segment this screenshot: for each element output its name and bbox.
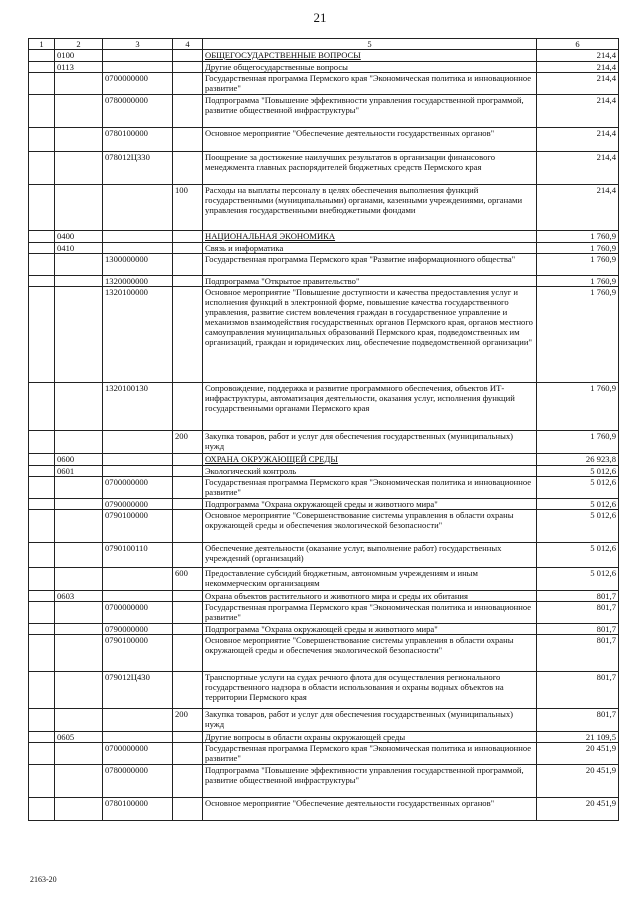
- amount: 214,4: [537, 73, 619, 95]
- expense-type-code: [173, 798, 203, 821]
- expense-type-code: [173, 243, 203, 254]
- amount: 1 760,9: [537, 287, 619, 383]
- item-name: Подпрограмма "Повышение эффективности управления государственной программой, развитие общественной инфраструктуры": [203, 95, 537, 128]
- item-name: Государственная программа Пермского края "Развитие информационного общества": [203, 254, 537, 276]
- amount: 214,4: [537, 50, 619, 62]
- amount: 214,4: [537, 62, 619, 73]
- table-row: [29, 231, 619, 243]
- table-row: [29, 624, 619, 635]
- section-code: [55, 254, 103, 276]
- row-col-1: [29, 568, 55, 591]
- expense-type-code: [173, 383, 203, 431]
- amount: 1 760,9: [537, 243, 619, 254]
- amount: 5 012,6: [537, 543, 619, 568]
- table-row: [29, 128, 619, 152]
- row-col-1: [29, 499, 55, 510]
- section-code: [55, 709, 103, 732]
- target-article-code: [103, 709, 173, 732]
- section-code: [55, 510, 103, 543]
- section-code: [55, 765, 103, 798]
- table-row: [29, 477, 619, 499]
- target-article-code: 0700000000: [103, 477, 173, 499]
- target-article-code: [103, 568, 173, 591]
- target-article-code: 0790000000: [103, 499, 173, 510]
- expense-type-code: [173, 128, 203, 152]
- item-name: Государственная программа Пермского края "Экономическая политика и инновационное развитие": [203, 477, 537, 499]
- target-article-code: [103, 243, 173, 254]
- expense-type-code: [173, 510, 203, 543]
- header-col-2: 2: [55, 39, 103, 50]
- item-name: Другие общегосударственные вопросы: [203, 62, 537, 73]
- amount: 5 012,6: [537, 510, 619, 543]
- target-article-code: [103, 454, 173, 466]
- amount: 5 012,6: [537, 499, 619, 510]
- row-col-1: [29, 152, 55, 185]
- amount: 801,7: [537, 591, 619, 602]
- target-article-code: 0790100000: [103, 510, 173, 543]
- row-col-1: [29, 477, 55, 499]
- target-article-code: [103, 50, 173, 62]
- row-col-1: [29, 624, 55, 635]
- table-row: [29, 95, 619, 128]
- section-code: [55, 743, 103, 765]
- table-row: [29, 602, 619, 624]
- target-article-code: [103, 591, 173, 602]
- section-code: [55, 477, 103, 499]
- item-name: Сопровождение, поддержка и развитие программного обеспечения, объектов ИТ-инфраструктуры, автоматизация деятельности, оказания услуг, исполнения функций государственными органами Пермского края: [203, 383, 537, 431]
- expense-type-code: 200: [173, 431, 203, 454]
- table-row: [29, 254, 619, 276]
- target-article-code: 0780100000: [103, 798, 173, 821]
- amount: 801,7: [537, 635, 619, 672]
- header-col-4: 4: [173, 39, 203, 50]
- amount: 801,7: [537, 672, 619, 709]
- table-header-row: [29, 39, 619, 50]
- section-code: [55, 152, 103, 185]
- table-row: [29, 510, 619, 543]
- expense-type-code: [173, 624, 203, 635]
- amount: 801,7: [537, 624, 619, 635]
- expense-type-code: [173, 635, 203, 672]
- target-article-code: 0790100110: [103, 543, 173, 568]
- expense-type-code: [173, 152, 203, 185]
- section-code: [55, 568, 103, 591]
- expense-type-code: [173, 743, 203, 765]
- table-row: [29, 62, 619, 73]
- item-name: Охрана объектов растительного и животного мира и среды их обитания: [203, 591, 537, 602]
- section-code: 0113: [55, 62, 103, 73]
- target-article-code: [103, 732, 173, 743]
- expense-type-code: 200: [173, 709, 203, 732]
- section-code: [55, 602, 103, 624]
- row-col-1: [29, 254, 55, 276]
- expense-type-code: [173, 73, 203, 95]
- row-col-1: [29, 231, 55, 243]
- amount: 801,7: [537, 602, 619, 624]
- table-row: [29, 287, 619, 383]
- table-row: [29, 383, 619, 431]
- target-article-code: 1320000000: [103, 276, 173, 287]
- amount: 1 760,9: [537, 254, 619, 276]
- table-row: [29, 765, 619, 798]
- row-col-1: [29, 635, 55, 672]
- expense-type-code: [173, 765, 203, 798]
- row-col-1: [29, 543, 55, 568]
- footer-code: 2163-20: [30, 875, 57, 884]
- item-name: Основное мероприятие "Повышение доступности и качества предоставления услуг и исполнения функций в электронной форме, повышение качества государственного управления, развитие систем вовлечения граждан в государственное управление и механизмов взаимодействия государственных органов Пермского края, органов местного самоуправления муниципальных образований Пермского края, подведомственных им организаций, граждан и юридических лиц, обеспечение подведомственной организации": [203, 287, 537, 383]
- table-row: [29, 798, 619, 821]
- row-col-1: [29, 287, 55, 383]
- item-name: Экологический контроль: [203, 466, 537, 477]
- target-article-code: 1320100000: [103, 287, 173, 383]
- row-col-1: [29, 454, 55, 466]
- target-article-code: [103, 231, 173, 243]
- target-article-code: 0780000000: [103, 95, 173, 128]
- expense-type-code: [173, 62, 203, 73]
- expense-type-code: [173, 231, 203, 243]
- section-code: [55, 185, 103, 231]
- expense-type-code: [173, 95, 203, 128]
- row-col-1: [29, 510, 55, 543]
- target-article-code: [103, 431, 173, 454]
- expense-type-code: [173, 287, 203, 383]
- header-col-6: 6: [537, 39, 619, 50]
- expense-type-code: [173, 50, 203, 62]
- expense-type-code: 100: [173, 185, 203, 231]
- target-article-code: 0700000000: [103, 602, 173, 624]
- item-name: Государственная программа Пермского края "Экономическая политика и инновационное развитие": [203, 743, 537, 765]
- amount: 1 760,9: [537, 431, 619, 454]
- section-code: [55, 128, 103, 152]
- row-col-1: [29, 95, 55, 128]
- item-name: Основное мероприятие "Обеспечение деятельности государственных органов": [203, 128, 537, 152]
- item-name: ОБЩЕГОСУДАРСТВЕННЫЕ ВОПРОСЫ: [203, 50, 537, 62]
- table-row: [29, 732, 619, 743]
- target-article-code: 0780000000: [103, 765, 173, 798]
- target-article-code: [103, 62, 173, 73]
- item-name: Обеспечение деятельности (оказание услуг, выполнение работ) государственных учреждений (организаций): [203, 543, 537, 568]
- table-row: [29, 568, 619, 591]
- amount: 214,4: [537, 95, 619, 128]
- row-col-1: [29, 798, 55, 821]
- table-row: [29, 672, 619, 709]
- table-row: [29, 454, 619, 466]
- header-col-3: 3: [103, 39, 173, 50]
- header-col-1: 1: [29, 39, 55, 50]
- row-col-1: [29, 185, 55, 231]
- section-code: [55, 95, 103, 128]
- expense-type-code: [173, 543, 203, 568]
- amount: 5 012,6: [537, 477, 619, 499]
- item-name: Подпрограмма "Охрана окружающей среды и животного мира": [203, 499, 537, 510]
- section-code: 0400: [55, 231, 103, 243]
- target-article-code: 078012Ц330: [103, 152, 173, 185]
- row-col-1: [29, 431, 55, 454]
- page-number: 21: [313, 10, 327, 25]
- item-name: Основное мероприятие "Совершенствование системы управления в области охраны окружающей среды и обеспечения экологической безопасности": [203, 510, 537, 543]
- row-col-1: [29, 709, 55, 732]
- table-row: [29, 276, 619, 287]
- amount: 5 012,6: [537, 466, 619, 477]
- section-code: 0603: [55, 591, 103, 602]
- expense-type-code: 600: [173, 568, 203, 591]
- target-article-code: 1300000000: [103, 254, 173, 276]
- row-col-1: [29, 602, 55, 624]
- table-row: [29, 50, 619, 62]
- expense-type-code: [173, 672, 203, 709]
- item-name: Предоставление субсидий бюджетным, автономным учреждениям и иным некоммерческим организациям: [203, 568, 537, 591]
- section-code: [55, 276, 103, 287]
- amount: 801,7: [537, 709, 619, 732]
- target-article-code: [103, 466, 173, 477]
- row-col-1: [29, 243, 55, 254]
- section-code: 0605: [55, 732, 103, 743]
- amount: 214,4: [537, 185, 619, 231]
- table-row: [29, 243, 619, 254]
- target-article-code: 0780100000: [103, 128, 173, 152]
- section-code: 0601: [55, 466, 103, 477]
- item-name: Подпрограмма "Охрана окружающей среды и животного мира": [203, 624, 537, 635]
- target-article-code: 079012Ц430: [103, 672, 173, 709]
- table-row: [29, 709, 619, 732]
- expense-type-code: [173, 454, 203, 466]
- section-code: [55, 543, 103, 568]
- row-col-1: [29, 50, 55, 62]
- header-col-5: 5: [203, 39, 537, 50]
- amount: 5 012,6: [537, 568, 619, 591]
- item-name: Основное мероприятие "Совершенствование системы управления в области охраны окружающей среды и обеспечения экологической безопасности": [203, 635, 537, 672]
- table-row: [29, 152, 619, 185]
- section-code: [55, 624, 103, 635]
- amount: 20 451,9: [537, 798, 619, 821]
- amount: 1 760,9: [537, 276, 619, 287]
- item-name: НАЦИОНАЛЬНАЯ ЭКОНОМИКА: [203, 231, 537, 243]
- item-name: Связь и информатика: [203, 243, 537, 254]
- amount: 1 760,9: [537, 231, 619, 243]
- section-code: 0600: [55, 454, 103, 466]
- row-col-1: [29, 732, 55, 743]
- amount: 26 923,8: [537, 454, 619, 466]
- item-name: Государственная программа Пермского края "Экономическая политика и инновационное развитие": [203, 73, 537, 95]
- amount: 20 451,9: [537, 743, 619, 765]
- item-name: Государственная программа Пермского края "Экономическая политика и инновационное развитие": [203, 602, 537, 624]
- row-col-1: [29, 743, 55, 765]
- section-code: 0410: [55, 243, 103, 254]
- item-name: Другие вопросы в области охраны окружающей среды: [203, 732, 537, 743]
- section-code: [55, 287, 103, 383]
- section-code: [55, 798, 103, 821]
- row-col-1: [29, 591, 55, 602]
- table-row: [29, 185, 619, 231]
- section-code: 0100: [55, 50, 103, 62]
- table-row: [29, 466, 619, 477]
- section-code: [55, 672, 103, 709]
- expense-type-code: [173, 466, 203, 477]
- item-name: Основное мероприятие "Обеспечение деятельности государственных органов": [203, 798, 537, 821]
- target-article-code: 0700000000: [103, 743, 173, 765]
- table-row: [29, 635, 619, 672]
- target-article-code: 0700000000: [103, 73, 173, 95]
- target-article-code: 0790000000: [103, 624, 173, 635]
- expense-type-code: [173, 732, 203, 743]
- expense-type-code: [173, 254, 203, 276]
- item-name: Подпрограмма "Повышение эффективности управления государственной программой, развитие общественной инфраструктуры": [203, 765, 537, 798]
- row-col-1: [29, 128, 55, 152]
- item-name: Транспортные услуги на судах речного флота для осуществления регионального государственного надзора в области использования и охраны водных объектов на территории Пермского края: [203, 672, 537, 709]
- section-code: [55, 431, 103, 454]
- target-article-code: 0790100000: [103, 635, 173, 672]
- table-row: [29, 431, 619, 454]
- row-col-1: [29, 383, 55, 431]
- expense-type-code: [173, 591, 203, 602]
- item-name: Расходы на выплаты персоналу в целях обеспечения выполнения функций государственными (муниципальными) органами, казенными учреждениями, органами управления государственными внебюджетными фондами: [203, 185, 537, 231]
- row-col-1: [29, 62, 55, 73]
- amount: 214,4: [537, 128, 619, 152]
- row-col-1: [29, 276, 55, 287]
- target-article-code: [103, 185, 173, 231]
- item-name: Подпрограмма "Открытое правительство": [203, 276, 537, 287]
- expense-type-code: [173, 602, 203, 624]
- section-code: [55, 73, 103, 95]
- expense-type-code: [173, 499, 203, 510]
- expense-type-code: [173, 477, 203, 499]
- row-col-1: [29, 672, 55, 709]
- amount: 1 760,9: [537, 383, 619, 431]
- section-code: [55, 499, 103, 510]
- table-row: [29, 743, 619, 765]
- target-article-code: 1320100130: [103, 383, 173, 431]
- table-row: [29, 499, 619, 510]
- section-code: [55, 383, 103, 431]
- section-code: [55, 635, 103, 672]
- amount: 214,4: [537, 152, 619, 185]
- table-row: [29, 591, 619, 602]
- item-name: Закупка товаров, работ и услуг для обеспечения государственных (муниципальных) нужд: [203, 431, 537, 454]
- expense-type-code: [173, 276, 203, 287]
- amount: 21 109,5: [537, 732, 619, 743]
- budget-table: [28, 38, 619, 821]
- row-col-1: [29, 466, 55, 477]
- table-row: [29, 543, 619, 568]
- table-row: [29, 73, 619, 95]
- item-name: Закупка товаров, работ и услуг для обеспечения государственных (муниципальных) нужд: [203, 709, 537, 732]
- item-name: Поощрение за достижение наилучших результатов в организации финансового менеджмента главных распорядителей бюджетных средств Пермского края: [203, 152, 537, 185]
- row-col-1: [29, 765, 55, 798]
- row-col-1: [29, 73, 55, 95]
- item-name: ОХРАНА ОКРУЖАЮЩЕЙ СРЕДЫ: [203, 454, 537, 466]
- amount: 20 451,9: [537, 765, 619, 798]
